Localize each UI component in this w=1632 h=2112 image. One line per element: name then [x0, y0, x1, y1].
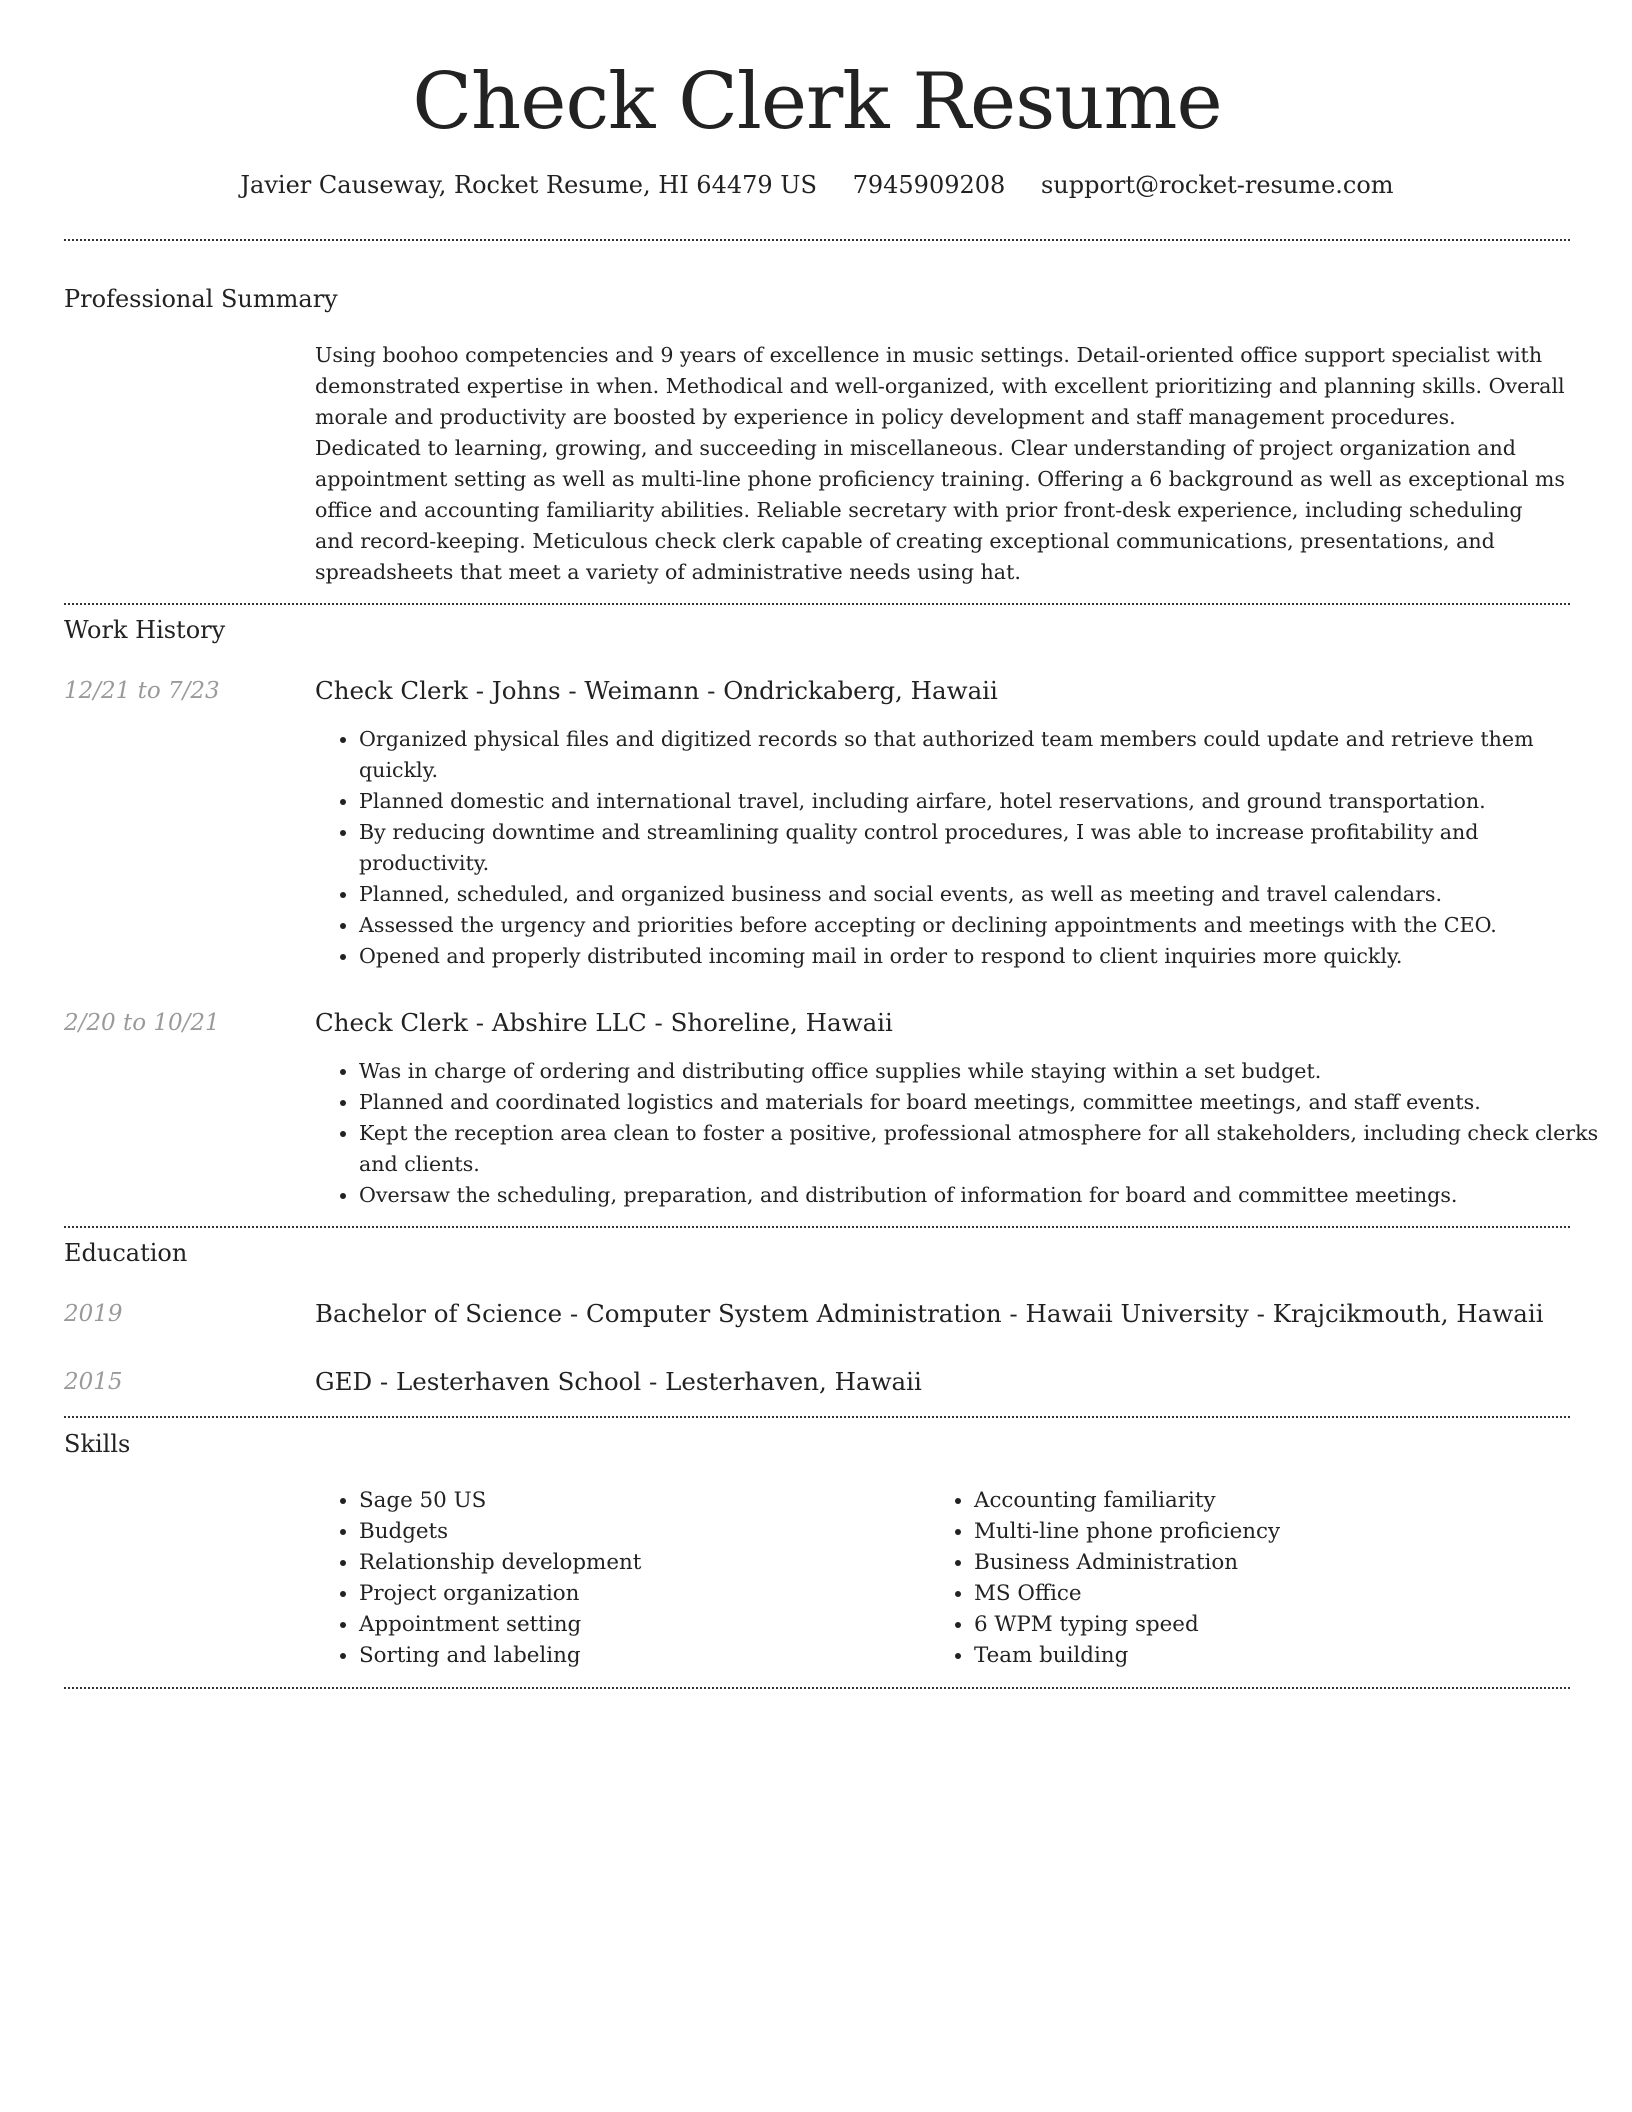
- skill-item: • 6 WPM typing speed: [974, 1609, 1534, 1640]
- education-entry: Bachelor of Science - Computer System Administration - Hawaii University - Krajcikmouth, Hawaii: [315, 1299, 1544, 1328]
- divider: [64, 1687, 1570, 1689]
- divider: [64, 239, 1570, 241]
- section-title-education: Education: [64, 1239, 188, 1267]
- skill-item: • Appointment setting: [359, 1609, 919, 1640]
- job-bullet: • Planned and coordinated logistics and materials for board meetings, committee meetings, and staff events.: [359, 1087, 1609, 1118]
- skill-item: • Multi-line phone proficiency: [974, 1516, 1534, 1547]
- job-bullet: • Organized physical files and digitized records so that authorized team members could update and retrieve them quickly.: [359, 724, 1609, 786]
- skill-item: • MS Office: [974, 1578, 1534, 1609]
- contact-line: [64, 170, 1570, 200]
- divider: [64, 603, 1570, 605]
- job-bullet: • Oversaw the scheduling, preparation, and distribution of information for board and committee meetings.: [359, 1180, 1609, 1211]
- resume-page: [64, 0, 1599, 1668]
- skills-list-left: [315, 1485, 919, 1671]
- job-bullet: • Was in charge of ordering and distributing office supplies while staying within a set budget.: [359, 1056, 1609, 1087]
- job-dates: 12/21 to 7/23: [64, 678, 220, 704]
- job-title: Check Clerk - Abshire LLC - Shoreline, Hawaii: [315, 1008, 893, 1037]
- education-entry: GED - Lesterhaven School - Lesterhaven, Hawaii: [315, 1367, 922, 1396]
- job-bullets: [315, 1056, 1609, 1211]
- job-bullet: • Planned domestic and international travel, including airfare, hotel reservations, and ground transportation.: [359, 786, 1609, 817]
- section-title-summary: Professional Summary: [64, 285, 338, 313]
- contact-email: support@rocket-resume.com: [1040, 171, 1394, 199]
- skill-item: • Business Administration: [974, 1547, 1534, 1578]
- contact-address: Javier Causeway, Rocket Resume, HI 64479 US: [240, 171, 817, 199]
- skill-item: • Relationship development: [359, 1547, 919, 1578]
- summary-text: Using boohoo competencies and 9 years of excellence in music settings. Detail-oriented office support specialist with demonstrated expertise in when. Methodical and well-organized, with excellent prioritizing and planning skills. Overall morale and productivity are boosted by experience in policy development and staff management procedures. Dedicated to learning, growing, and succeeding in miscellaneous. Clear understanding of project organization and appointment setting as well as multi-line phone proficiency training. Offering a 6 background as well as exceptional ms office and accounting familiarity abilities. Reliable secretary with prior front-desk experience, including scheduling and record-keeping. Meticulous check clerk capable of creating exceptional communications, presentations, and spreadsheets that meet a variety of administrative needs using hat.: [315, 343, 1566, 584]
- skill-item: • Accounting familiarity: [974, 1485, 1534, 1516]
- skill-item: • Team building: [974, 1640, 1534, 1671]
- skill-item: • Project organization: [359, 1578, 919, 1609]
- job-bullets: [315, 724, 1609, 972]
- education-year: 2015: [64, 1369, 123, 1395]
- skill-item: • Sorting and labeling: [359, 1640, 919, 1671]
- section-title-work-history: Work History: [64, 616, 226, 644]
- job-bullet: • By reducing downtime and streamlining quality control procedures, I was able to increase profitability and productivity.: [359, 817, 1609, 879]
- section-title-skills: Skills: [64, 1430, 131, 1458]
- job-bullet: • Assessed the urgency and priorities before accepting or declining appointments and meetings with the CEO.: [359, 910, 1609, 941]
- divider: [64, 1226, 1570, 1228]
- education-year: 2019: [64, 1301, 123, 1327]
- resume-title: Check Clerk Resume: [412, 57, 1222, 147]
- skill-item: • Budgets: [359, 1516, 919, 1547]
- contact-phone: 7945909208: [852, 171, 1006, 199]
- job-dates: 2/20 to 10/21: [64, 1010, 220, 1036]
- job-bullet: • Kept the reception area clean to foster a positive, professional atmosphere for all stakeholders, including check clerks and clients.: [359, 1118, 1609, 1180]
- job-bullet: • Opened and properly distributed incoming mail in order to respond to client inquiries more quickly.: [359, 941, 1609, 972]
- job-title: Check Clerk - Johns - Weimann - Ondrickaberg, Hawaii: [315, 676, 998, 705]
- divider: [64, 1416, 1570, 1418]
- skills-list-right: [930, 1485, 1534, 1671]
- skill-item: • Sage 50 US: [359, 1485, 919, 1516]
- job-bullet: • Planned, scheduled, and organized business and social events, as well as meeting and travel calendars.: [359, 879, 1609, 910]
